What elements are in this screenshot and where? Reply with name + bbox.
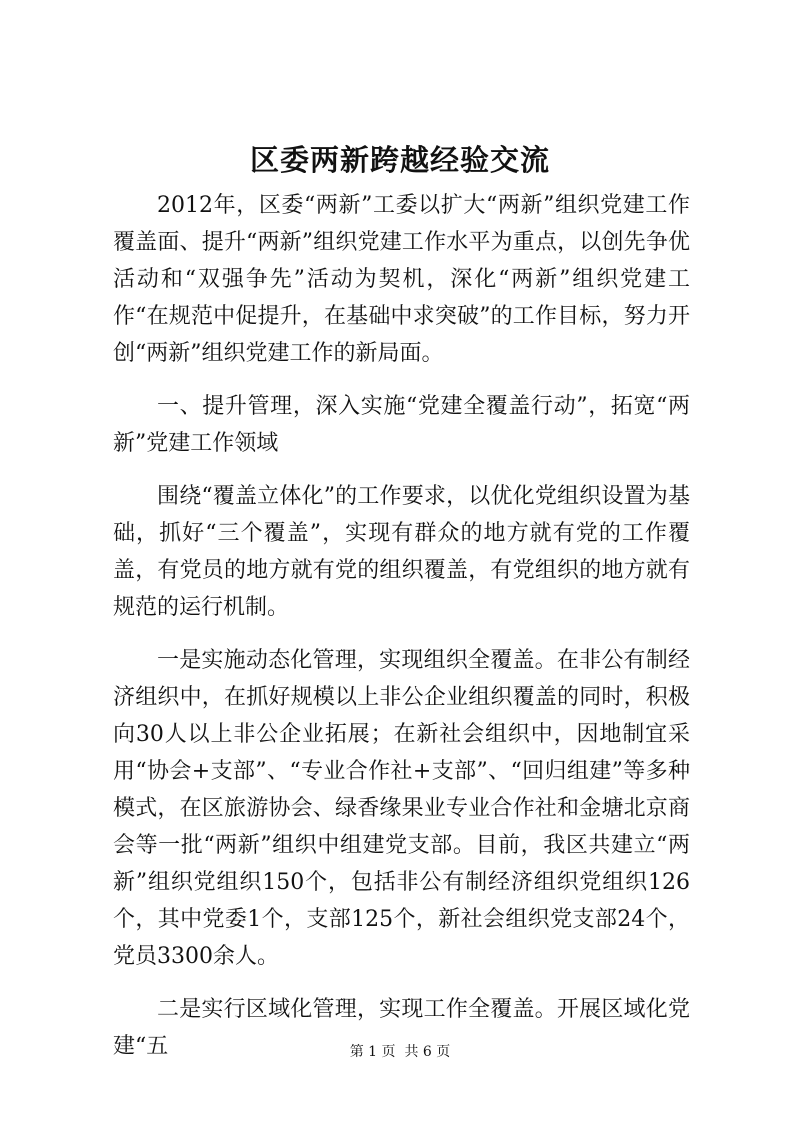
paragraph-coverage-requirement: 围绕“覆盖立体化”的工作要求，以优化党组织设置为基础，抓好“三个覆盖”，实现有群众的地方就有党的工作覆盖，有党员的地方就有党的组织覆盖，有党组织的地方就有规范的运行机制。 — [113, 484, 690, 620]
paragraph-dynamic-management: 一是实施动态化管理，实现组织全覆盖。在非公有制经济组织中，在抓好规模以上非公企业组织覆盖的同时，积极向30人以上非公企业拓展；在新社会组织中，因地制宜采用“协会+支部”、“专业合作社+支部”、“回归组建”等多种模式，在区旅游协会、绿香缘果业专业合作社和金塘北京商会等一批“两新”组织中组建党支部。目前，我区共建立“两新”组织党组织150个，包括非公有制经济组织党组织126个，其中党委1个，支部125个，新社会组织党支部24个，党员3300余人。 — [113, 648, 690, 969]
page-footer: 第 1 页 共 6 页 — [349, 1044, 451, 1060]
paragraph-section-heading: 一、提升管理，深入实施“党建全覆盖行动”，拓宽“两新”党建工作领域 — [113, 394, 690, 456]
document-title: 区委两新跨越经验交流 — [249, 143, 550, 177]
document-body — [113, 187, 690, 1081]
paragraph-regional-management: 二是实行区域化管理，实现工作全覆盖。开展区域化党建“五 — [113, 997, 690, 1059]
paragraph-intro: 2012年，区委“两新”工委以扩大“两新”组织党建工作覆盖面、提升“两新”组织党建工作水平为重点，以创先争优活动和“双强争先”活动为契机，深化“两新”组织党建工作“在规范中促提升，在基础中求突破”的工作目标，努力开创“两新”组织党建工作的新局面。 — [113, 193, 690, 366]
